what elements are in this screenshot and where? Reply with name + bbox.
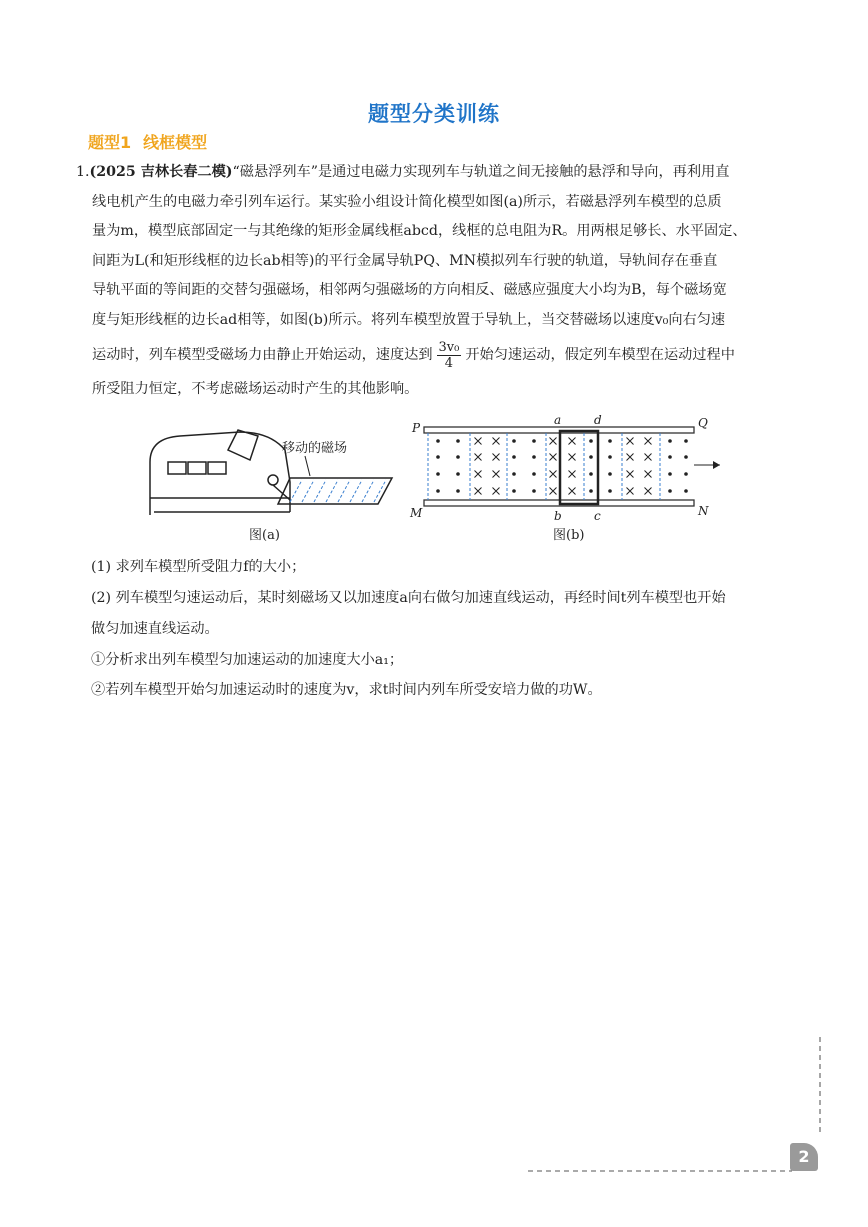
field-marks — [436, 438, 688, 495]
field-dot — [436, 439, 440, 443]
field-cross — [550, 488, 557, 495]
page-title: 题型分类训练 — [368, 102, 500, 126]
field-cross — [475, 438, 482, 445]
field-dot — [436, 455, 440, 459]
field-dot — [532, 472, 536, 476]
field-dot — [532, 489, 536, 493]
field-dot — [456, 439, 460, 443]
field-dot — [668, 489, 672, 493]
field-dot — [512, 439, 516, 443]
field-cross — [550, 454, 557, 461]
field-dividers — [428, 433, 660, 500]
field-dot — [684, 439, 688, 443]
label-M: M — [410, 506, 423, 520]
field-dot — [512, 472, 516, 476]
field-dot — [532, 455, 536, 459]
field-dot — [589, 472, 593, 476]
fraction — [437, 340, 462, 371]
label-c: c — [594, 509, 601, 523]
fraction-numerator: 3v₀ — [438, 339, 460, 355]
section-label: 题型1 — [88, 133, 132, 152]
field-cross — [645, 488, 652, 495]
figure-a-caption: 图(a) — [249, 528, 280, 543]
field-dot — [684, 489, 688, 493]
field-cross — [493, 471, 500, 478]
field-cross — [475, 471, 482, 478]
problem-line-2: 线电机产生的电磁力牵引列车运行。某实验小组设计简化模型如图(a)所示，若磁悬浮列车模型的总质 — [92, 193, 722, 210]
question-2-1: ①分析求出列车模型匀加速运动的加速度大小a₁； — [91, 652, 404, 668]
field-dot — [608, 489, 612, 493]
problem-number: 1. — [76, 164, 90, 180]
question-2: (2) 列车模型匀速运动后，某时刻磁场又以加速度a向右做匀加速直线运动，再经时间t列车模型也开始 — [91, 590, 726, 606]
field-cross — [627, 454, 634, 461]
field-dot — [589, 489, 593, 493]
field-dot — [589, 455, 593, 459]
page-corner-decoration — [520, 1035, 830, 1180]
question-1: (1) 求列车模型所受阻力f的大小； — [91, 559, 306, 575]
problem-line-text: “磁悬浮列车”是通过电磁力实现列车与轨道之间无接触的悬浮和导向，再利用直 — [232, 164, 730, 180]
question-2-cont: 做匀加速直线运动。 — [91, 621, 219, 637]
field-dot — [668, 439, 672, 443]
field-dot — [456, 472, 460, 476]
field-cross — [569, 438, 576, 445]
field-dot — [436, 472, 440, 476]
label-d: d — [594, 413, 602, 427]
field-cross — [493, 438, 500, 445]
figure-b-caption: 图(b) — [553, 528, 585, 543]
figure-b-field — [408, 412, 728, 524]
field-dot — [668, 472, 672, 476]
field-cross — [493, 488, 500, 495]
field-dot — [532, 439, 536, 443]
field-cross — [475, 488, 482, 495]
label-N: N — [698, 504, 709, 518]
problem-source: (2025 吉林长春二模) — [89, 164, 233, 180]
field-dot — [456, 455, 460, 459]
field-cross — [645, 454, 652, 461]
field-dot — [436, 489, 440, 493]
problem-line-3: 量为m，模型底部固定一与其绝缘的矩形金属线框abcd，线框的总电阻为R。用两根足够长、水平固定、 — [92, 223, 747, 239]
field-dot — [684, 472, 688, 476]
field-dot — [684, 455, 688, 459]
problem-line-7 — [76, 335, 812, 375]
fraction-denominator: 4 — [444, 355, 454, 371]
page-number: 2 — [790, 1143, 818, 1171]
label-a: a — [554, 413, 562, 427]
question-2-2: ②若列车模型开始匀加速运动时的速度为v，求t时间内列车所受安培力做的功W。 — [91, 682, 602, 698]
field-cross — [627, 438, 634, 445]
line7-post: 开始匀速运动，假定列车模型在运动过程中 — [465, 347, 735, 363]
field-cross — [493, 454, 500, 461]
field-cross — [475, 454, 482, 461]
problem-text — [76, 158, 812, 405]
field-cross — [627, 471, 634, 478]
field-cross — [645, 471, 652, 478]
field-dot — [608, 472, 612, 476]
label-P: P — [412, 421, 421, 435]
field-cross — [569, 471, 576, 478]
field-cross — [627, 488, 634, 495]
problem-line-8: 所受阻力恒定，不考虑磁场运动时产生的其他影响。 — [92, 381, 419, 397]
figure-a-train — [140, 420, 405, 520]
field-dot — [589, 439, 593, 443]
field-cross — [645, 438, 652, 445]
problem-line-6: 度与矩形线框的边长ad相等，如图(b)所示。将列车模型放置于导轨上，当交替磁场以速度v₀向右匀速 — [92, 311, 726, 328]
line7-pre: 运动时，列车模型受磁场力由静止开始运动，速度达到 — [92, 347, 433, 363]
problem-line-4: 间距为L(和矩形线框的边长ab相等)的平行金属导轨PQ、MN模拟列车行驶的轨道，导轨间存在垂直 — [92, 252, 718, 269]
field-dot — [608, 455, 612, 459]
field-dot — [512, 455, 516, 459]
section-heading — [88, 130, 219, 153]
problem-line-1 — [76, 158, 812, 188]
label-Q: Q — [698, 416, 708, 430]
field-cross — [569, 454, 576, 461]
label-b: b — [554, 509, 562, 523]
field-dot — [608, 439, 612, 443]
problem-line-5: 导轨平面的等间距的交替匀强磁场，相邻两匀强磁场的方向相反、磁感应强度大小均为B，每个磁场宽 — [92, 282, 727, 298]
figure-a-label: 移动的磁场 — [282, 441, 348, 456]
field-cross — [550, 471, 557, 478]
field-cross — [550, 438, 557, 445]
field-dot — [456, 489, 460, 493]
field-dot — [512, 489, 516, 493]
field-cross — [569, 488, 576, 495]
field-dot — [668, 455, 672, 459]
section-name: 线框模型 — [143, 133, 208, 152]
